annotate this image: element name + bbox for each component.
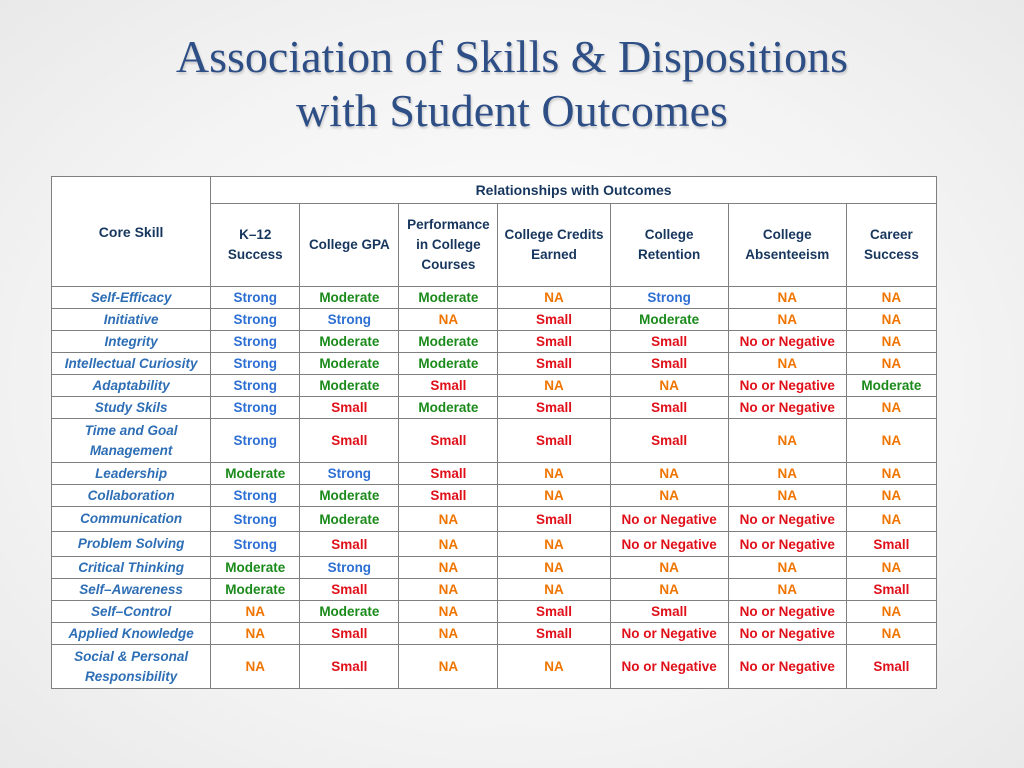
- outcome-value-cell: Moderate: [300, 331, 399, 353]
- table-row: [52, 532, 937, 557]
- outcome-value-cell: NA: [846, 485, 936, 507]
- outcome-value-cell: NA: [728, 485, 846, 507]
- title-line-2: with Student Outcomes: [296, 85, 728, 136]
- outcome-value-cell: Small: [498, 353, 610, 375]
- outcome-value-cell: No or Negative: [728, 397, 846, 419]
- outcome-value-cell: Strong: [211, 331, 300, 353]
- outcome-value-cell: Small: [399, 485, 498, 507]
- skill-name-cell: Problem Solving: [52, 532, 211, 557]
- outcome-value-cell: Strong: [211, 375, 300, 397]
- outcome-value-cell: NA: [728, 557, 846, 579]
- core-skill-header: Core Skill: [52, 177, 211, 287]
- outcome-value-cell: NA: [846, 309, 936, 331]
- col-header-performance: Performance in College Courses: [399, 204, 498, 287]
- outcome-value-cell: Strong: [211, 397, 300, 419]
- outcome-value-cell: Strong: [211, 485, 300, 507]
- outcome-value-cell: NA: [498, 375, 610, 397]
- skill-name-cell: Applied Knowledge: [52, 623, 211, 645]
- outcome-value-cell: No or Negative: [728, 623, 846, 645]
- outcome-value-cell: Moderate: [399, 331, 498, 353]
- outcome-value-cell: Strong: [211, 287, 300, 309]
- outcome-value-cell: Moderate: [610, 309, 728, 331]
- table-row: [52, 485, 937, 507]
- outcome-value-cell: NA: [399, 557, 498, 579]
- table-body: [52, 287, 937, 689]
- outcome-value-cell: NA: [846, 557, 936, 579]
- outcome-value-cell: Small: [610, 419, 728, 463]
- slide-title: [0, 30, 1024, 138]
- table-row: [52, 623, 937, 645]
- outcome-value-cell: No or Negative: [610, 532, 728, 557]
- outcome-value-cell: Small: [610, 397, 728, 419]
- outcome-value-cell: No or Negative: [728, 507, 846, 532]
- col-header-career-success: Career Success: [846, 204, 936, 287]
- outcome-value-cell: Small: [498, 623, 610, 645]
- outcome-value-cell: NA: [610, 463, 728, 485]
- outcome-value-cell: Moderate: [399, 287, 498, 309]
- outcome-value-cell: NA: [498, 287, 610, 309]
- outcome-value-cell: Moderate: [846, 375, 936, 397]
- outcome-value-cell: Moderate: [399, 353, 498, 375]
- outcome-value-cell: NA: [846, 419, 936, 463]
- outcome-value-cell: NA: [211, 645, 300, 689]
- title-line-1: Association of Skills & Dispositions: [175, 31, 849, 82]
- outcome-value-cell: Small: [300, 623, 399, 645]
- outcome-value-cell: Small: [610, 331, 728, 353]
- outcome-value-cell: NA: [846, 507, 936, 532]
- skill-name-cell: Initiative: [52, 309, 211, 331]
- outcome-value-cell: NA: [399, 601, 498, 623]
- outcome-value-cell: NA: [498, 463, 610, 485]
- table-row: [52, 579, 937, 601]
- outcome-value-cell: NA: [498, 557, 610, 579]
- outcome-value-cell: No or Negative: [728, 601, 846, 623]
- outcome-value-cell: Small: [300, 397, 399, 419]
- outcome-value-cell: Strong: [211, 532, 300, 557]
- skill-name-cell: Critical Thinking: [52, 557, 211, 579]
- outcome-value-cell: NA: [498, 532, 610, 557]
- outcome-value-cell: No or Negative: [610, 645, 728, 689]
- outcome-value-cell: Small: [498, 397, 610, 419]
- table-row: [52, 331, 937, 353]
- table-row: [52, 507, 937, 532]
- outcome-value-cell: NA: [728, 579, 846, 601]
- skill-name-cell: Social & Personal Responsibility: [52, 645, 211, 689]
- skill-name-cell: Collaboration: [52, 485, 211, 507]
- outcome-value-cell: Strong: [610, 287, 728, 309]
- outcome-value-cell: Small: [498, 601, 610, 623]
- col-header-absenteeism: College Absenteeism: [728, 204, 846, 287]
- outcome-value-cell: NA: [399, 507, 498, 532]
- skill-name-cell: Self–Control: [52, 601, 211, 623]
- outcome-value-cell: Moderate: [300, 375, 399, 397]
- outcome-value-cell: NA: [846, 353, 936, 375]
- skill-name-cell: Communication: [52, 507, 211, 532]
- outcome-value-cell: NA: [399, 645, 498, 689]
- outcome-value-cell: Strong: [211, 507, 300, 532]
- outcome-value-cell: NA: [610, 557, 728, 579]
- outcome-value-cell: No or Negative: [610, 623, 728, 645]
- outcome-value-cell: NA: [498, 485, 610, 507]
- outcome-value-cell: NA: [846, 287, 936, 309]
- outcome-value-cell: Strong: [211, 309, 300, 331]
- outcome-value-cell: NA: [211, 623, 300, 645]
- outcome-value-cell: Small: [498, 507, 610, 532]
- outcome-value-cell: NA: [498, 579, 610, 601]
- outcome-value-cell: NA: [399, 532, 498, 557]
- outcome-value-cell: Small: [399, 419, 498, 463]
- outcome-value-cell: NA: [498, 645, 610, 689]
- outcome-value-cell: NA: [728, 463, 846, 485]
- table-row: [52, 353, 937, 375]
- table-row: [52, 601, 937, 623]
- outcome-value-cell: Small: [846, 579, 936, 601]
- outcome-value-cell: Small: [498, 309, 610, 331]
- outcome-value-cell: Small: [399, 463, 498, 485]
- outcome-value-cell: NA: [846, 331, 936, 353]
- col-header-k12-success: K–12 Success: [211, 204, 300, 287]
- skill-name-cell: Self-Efficacy: [52, 287, 211, 309]
- skill-name-cell: Adaptability: [52, 375, 211, 397]
- outcome-value-cell: Small: [846, 532, 936, 557]
- outcome-value-cell: No or Negative: [728, 331, 846, 353]
- outcome-value-cell: NA: [610, 579, 728, 601]
- skill-name-cell: Study Skils: [52, 397, 211, 419]
- outcome-value-cell: Moderate: [300, 507, 399, 532]
- outcome-value-cell: NA: [399, 309, 498, 331]
- table-row: [52, 419, 937, 463]
- outcome-value-cell: Small: [300, 645, 399, 689]
- outcome-value-cell: Moderate: [300, 485, 399, 507]
- skill-name-cell: Integrity: [52, 331, 211, 353]
- outcome-value-cell: Small: [846, 645, 936, 689]
- outcome-value-cell: Strong: [211, 353, 300, 375]
- col-header-college-gpa: College GPA: [300, 204, 399, 287]
- col-header-retention: College Retention: [610, 204, 728, 287]
- outcome-value-cell: Strong: [300, 309, 399, 331]
- outcome-value-cell: Small: [300, 579, 399, 601]
- outcome-value-cell: NA: [610, 485, 728, 507]
- outcome-value-cell: Moderate: [300, 353, 399, 375]
- outcome-value-cell: No or Negative: [728, 375, 846, 397]
- outcome-value-cell: No or Negative: [728, 645, 846, 689]
- outcome-value-cell: Small: [399, 375, 498, 397]
- outcome-value-cell: Moderate: [211, 557, 300, 579]
- outcome-value-cell: NA: [728, 309, 846, 331]
- outcome-value-cell: Small: [610, 353, 728, 375]
- relationships-header: Relationships with Outcomes: [211, 177, 937, 204]
- outcome-value-cell: NA: [846, 397, 936, 419]
- outcome-value-cell: NA: [728, 419, 846, 463]
- outcome-value-cell: Small: [300, 532, 399, 557]
- outcome-value-cell: NA: [728, 353, 846, 375]
- skill-name-cell: Time and Goal Management: [52, 419, 211, 463]
- col-header-credits-earned: College Credits Earned: [498, 204, 610, 287]
- outcome-value-cell: NA: [399, 623, 498, 645]
- table-row: [52, 557, 937, 579]
- outcome-value-cell: NA: [610, 375, 728, 397]
- skill-name-cell: Leadership: [52, 463, 211, 485]
- outcomes-table: [51, 176, 937, 689]
- table-row: [52, 397, 937, 419]
- outcome-value-cell: NA: [846, 601, 936, 623]
- outcome-value-cell: NA: [211, 601, 300, 623]
- outcome-value-cell: NA: [728, 287, 846, 309]
- skill-name-cell: Self–Awareness: [52, 579, 211, 601]
- outcome-value-cell: Small: [610, 601, 728, 623]
- outcome-value-cell: Small: [498, 331, 610, 353]
- outcome-value-cell: Moderate: [211, 463, 300, 485]
- outcome-value-cell: NA: [846, 463, 936, 485]
- outcome-value-cell: NA: [846, 623, 936, 645]
- outcome-value-cell: Moderate: [300, 601, 399, 623]
- outcome-value-cell: Strong: [211, 419, 300, 463]
- table-row: [52, 645, 937, 689]
- skill-name-cell: Intellectual Curiosity: [52, 353, 211, 375]
- outcome-value-cell: NA: [399, 579, 498, 601]
- outcome-value-cell: Strong: [300, 557, 399, 579]
- outcome-value-cell: Strong: [300, 463, 399, 485]
- outcome-value-cell: No or Negative: [728, 532, 846, 557]
- table-row: [52, 463, 937, 485]
- table-row: [52, 309, 937, 331]
- outcome-value-cell: Moderate: [211, 579, 300, 601]
- outcome-value-cell: Small: [498, 419, 610, 463]
- outcome-value-cell: Small: [300, 419, 399, 463]
- table-row: [52, 287, 937, 309]
- outcome-value-cell: Moderate: [300, 287, 399, 309]
- outcome-value-cell: Moderate: [399, 397, 498, 419]
- outcome-value-cell: No or Negative: [610, 507, 728, 532]
- table-row: [52, 375, 937, 397]
